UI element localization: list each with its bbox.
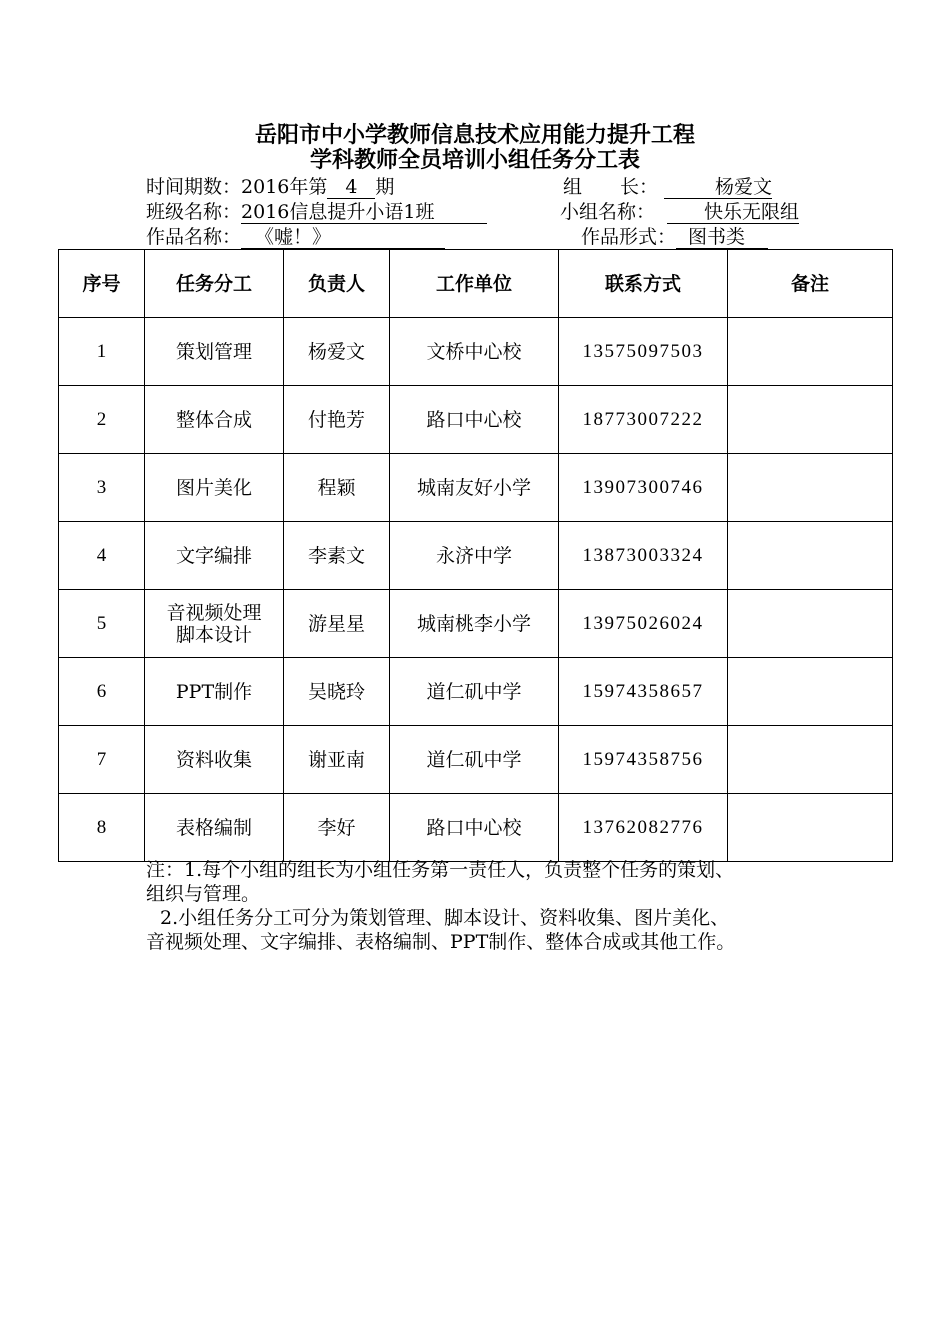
- row-person: 游星星: [284, 590, 390, 658]
- row-task: [145, 794, 284, 862]
- table-row: [59, 454, 893, 522]
- table-row: [59, 658, 893, 726]
- table-row: [59, 726, 893, 794]
- row-note: [728, 454, 893, 522]
- row-number: 3: [59, 454, 145, 522]
- row-task-line: 表格编制: [175, 816, 252, 839]
- notes-section: [146, 858, 846, 954]
- row-task-line: PPT制作: [175, 680, 253, 703]
- row-phone: 18773007222: [559, 386, 728, 454]
- row-number: 6: [59, 658, 145, 726]
- row-note: [728, 318, 893, 386]
- document-title: 岳阳市中小学教师信息技术应用能力提升工程: [254, 122, 695, 148]
- row-task-line: 文字编排: [175, 544, 252, 567]
- table-row: [59, 386, 893, 454]
- work-label: 作品名称：: [146, 226, 242, 248]
- row-phone: 15974358657: [559, 658, 728, 726]
- row-task-line: 资料收集: [175, 748, 252, 771]
- work-field: [146, 225, 445, 249]
- table-row: [59, 318, 893, 386]
- row-note: [728, 590, 893, 658]
- leader-label: 组 长：: [563, 176, 659, 198]
- row-note: [728, 522, 893, 590]
- document-subtitle: 学科教师全员培训小组任务分工表: [309, 147, 640, 173]
- class-value: 2016信息提升小语1班: [241, 201, 487, 224]
- table-row: [59, 590, 893, 658]
- row-phone: 13762082776: [559, 794, 728, 862]
- note-line: 注：1.每个小组的组长为小组任务第一责任人，负责整个任务的策划、: [146, 859, 735, 881]
- period-field: [146, 175, 394, 199]
- class-label: 班级名称：: [146, 201, 242, 223]
- row-task-line: 脚本设计: [175, 623, 252, 646]
- row-phone: 15974358756: [559, 726, 728, 794]
- row-note: [728, 726, 893, 794]
- form-field: [581, 225, 768, 249]
- header-person: 负责人: [284, 250, 390, 318]
- note-line: 2.小组任务分工可分为策划管理、脚本设计、资料收集、图片美化、: [160, 907, 730, 929]
- row-number: 8: [59, 794, 145, 862]
- row-task: [145, 590, 284, 658]
- row-number: 4: [59, 522, 145, 590]
- row-unit: 永济中学: [390, 522, 559, 590]
- group-value: 快乐无限组: [667, 201, 799, 224]
- row-person: 杨爱文: [284, 318, 390, 386]
- period-label: 时间期数：: [146, 176, 242, 198]
- header-note: 备注: [728, 250, 893, 318]
- row-unit: 城南友好小学: [390, 454, 559, 522]
- leader-value: 杨爱文: [664, 176, 772, 199]
- row-task-line: 音视频处理: [166, 601, 262, 624]
- row-unit: 道仁矶中学: [390, 658, 559, 726]
- period-prefix: 2016年第: [241, 176, 328, 198]
- row-phone: 13873003324: [559, 522, 728, 590]
- row-task-line: 策划管理: [175, 340, 252, 363]
- header-unit: 工作单位: [390, 250, 559, 318]
- row-person: 吴晓玲: [284, 658, 390, 726]
- row-task: [145, 658, 284, 726]
- table-row: [59, 522, 893, 590]
- row-note: [728, 658, 893, 726]
- table-row: [59, 794, 893, 862]
- row-unit: 文桥中心校: [390, 318, 559, 386]
- header-number: 序号: [59, 250, 145, 318]
- row-unit: 路口中心校: [390, 794, 559, 862]
- row-phone: 13575097503: [559, 318, 728, 386]
- row-number: 2: [59, 386, 145, 454]
- row-note: [728, 794, 893, 862]
- period-suffix: 期: [375, 176, 395, 198]
- row-person: 谢亚南: [284, 726, 390, 794]
- row-task: [145, 726, 284, 794]
- row-task: [145, 386, 284, 454]
- note-line: 音视频处理、文字编排、表格编制、PPT制作、整体合成或其他工作。: [146, 931, 736, 953]
- row-task-line: 整体合成: [175, 408, 252, 431]
- header-task: 任务分工: [145, 250, 284, 318]
- row-person: 程颖: [284, 454, 390, 522]
- leader-field: [563, 175, 772, 199]
- note-line: 组织与管理。: [146, 883, 261, 905]
- row-number: 1: [59, 318, 145, 386]
- group-label: 小组名称：: [560, 201, 656, 223]
- table-header-row: [59, 250, 893, 318]
- header-contact: 联系方式: [559, 250, 728, 318]
- row-unit: 道仁矶中学: [390, 726, 559, 794]
- row-task: [145, 454, 284, 522]
- row-person: 付艳芳: [284, 386, 390, 454]
- row-person: 李好: [284, 794, 390, 862]
- row-unit: 城南桃李小学: [390, 590, 559, 658]
- row-task-line: 图片美化: [175, 476, 252, 499]
- group-field: [560, 200, 799, 224]
- row-number: 5: [59, 590, 145, 658]
- form-label: 作品形式：: [581, 226, 677, 248]
- row-person: 李素文: [284, 522, 390, 590]
- class-field: [146, 200, 487, 224]
- row-task: [145, 318, 284, 386]
- row-number: 7: [59, 726, 145, 794]
- form-value: 图书类: [676, 226, 768, 249]
- row-phone: 13907300746: [559, 454, 728, 522]
- row-phone: 13975026024: [559, 590, 728, 658]
- work-value: 《嘘！》: [241, 226, 445, 249]
- row-note: [728, 386, 893, 454]
- task-table: [58, 249, 893, 862]
- row-unit: 路口中心校: [390, 386, 559, 454]
- row-task: [145, 522, 284, 590]
- period-value: 4: [327, 176, 375, 199]
